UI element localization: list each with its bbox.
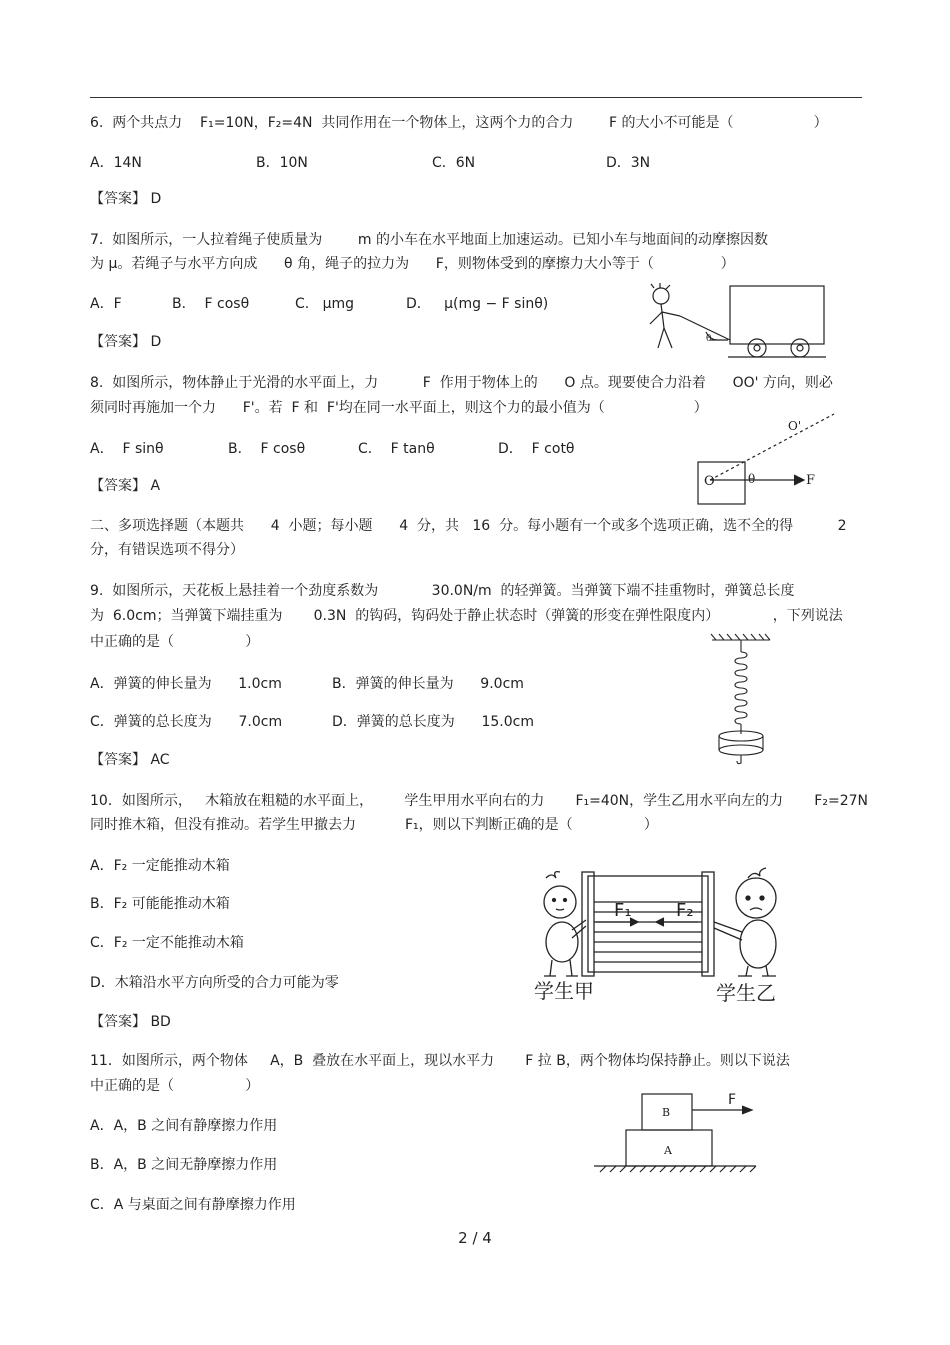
- q11-option-c: C．A 与桌面之间有静摩擦力作用: [90, 1197, 296, 1213]
- cart-body-icon: [730, 286, 824, 344]
- q7-answer: 【答案】 D: [90, 334, 162, 350]
- student-yi-head-icon: [736, 878, 776, 918]
- q10-stem-line2: 同时推木箱，但没有推动。若学生甲撤去力 F₁，则以下判断正确的是（ ）: [90, 817, 658, 833]
- q6-option-d: D．3N: [606, 155, 651, 171]
- cart-wheel-icon: [791, 339, 809, 357]
- q6-option-c: C．6N: [432, 155, 476, 171]
- label-f: F: [806, 473, 816, 488]
- label-theta: θ: [748, 472, 756, 486]
- person-head-icon: [653, 288, 669, 304]
- wooden-box-icon: [588, 876, 708, 972]
- label-a: A: [664, 1144, 672, 1157]
- q8-stem-line2: 须同时再施加一个力 F'。若 F 和 F'均在同一水平面上，则这个力的最小值为（ ）: [90, 400, 708, 416]
- student-jia-head-icon: [544, 886, 576, 918]
- q8-option-c: C． F tanθ: [358, 441, 435, 457]
- q7-stem-line1: 7. 如图所示，一人拉着绳子使质量为 m 的小车在水平地面上加速运动。已知小车与地面间的动摩擦因数: [90, 232, 768, 248]
- cart-wheel-icon: [748, 339, 766, 357]
- q11-stem-line1: 11．如图所示，两个物体 A，B 叠放在水平面上，现以水平力 F 拉 B，两个物体均保持静止。则以下说法: [90, 1053, 790, 1069]
- q9-figure-spring: [706, 632, 776, 772]
- header-rule: [90, 97, 862, 98]
- q8-answer: 【答案】 A: [90, 478, 161, 494]
- q10-figure-students-box: [526, 858, 826, 1008]
- q10-stem-line1: 10．如图所示， 木箱放在粗糙的水平面上， 学生甲用水平向右的力 F₁=40N，学生乙用水平向左的力 F₂=27N: [90, 793, 868, 809]
- person-body-icon: [650, 304, 680, 348]
- student-yi-body-icon: [740, 920, 776, 968]
- q11-figure-blocks: [590, 1088, 760, 1174]
- label-o: O: [704, 474, 715, 489]
- q6-stem: 6. 两个共点力 F₁=10N，F₂=4N 共同作用在一个物体上，这两个力的合力 F 的大小不可能是（ ）: [90, 115, 828, 131]
- label-student-jia: 学生甲: [534, 979, 594, 1003]
- q8-figure-force: [694, 408, 844, 508]
- q7-angle-label: θ: [706, 334, 712, 344]
- oo-prime-dashed-line: [710, 414, 834, 480]
- q8-option-b: B． F cosθ: [228, 441, 306, 457]
- label-o-prime: O': [788, 419, 802, 433]
- q6-option-a: A．14N: [90, 155, 142, 171]
- q11-option-b: B．A，B 之间无静摩擦力作用: [90, 1157, 278, 1173]
- q9-stem-line2: 为 6.0cm；当弹簧下端挂重为 0.3N 的钩码，钩码处于静止状态时（弹簧的形变在弹性限度内） ，下列说法: [90, 608, 843, 624]
- q10-option-d: D．木箱沿水平方向所受的合力可能为零: [90, 975, 339, 991]
- q7-stem-line2: 为 μ。若绳子与水平方向成 θ 角，绳子的拉力为 F，则物体受到的摩擦力大小等于（ ）: [90, 256, 735, 272]
- q11-stem-line2: 中正确的是（ ）: [90, 1078, 260, 1094]
- label-student-yi: 学生乙: [716, 981, 776, 1005]
- page-number: 2 / 4: [458, 1229, 492, 1247]
- q9-option-b: B．弹簧的伸长量为 9.0cm: [332, 676, 524, 692]
- q7-option-c: C. μmg: [295, 296, 355, 312]
- q9-answer: 【答案】 AC: [90, 752, 170, 768]
- q7-option-a: A．F: [90, 296, 122, 312]
- q9-option-a: A．弹簧的伸长量为 1.0cm: [90, 676, 282, 692]
- q8-option-a: A． F sinθ: [90, 441, 164, 457]
- rope-line: [680, 316, 730, 340]
- q9-stem-line3: 中正确的是（ ）: [90, 634, 260, 650]
- spring-coil-icon: [735, 652, 747, 724]
- q10-option-c: C．F₂ 一定不能推动木箱: [90, 935, 244, 951]
- section2-title-line1: 二、多项选择题（本题共 4 小题；每小题 4 分，共 16 分。每小题有一个或多个选项正确，选不全的得 2: [90, 518, 847, 534]
- q6-answer: 【答案】 D: [90, 191, 162, 207]
- q10-answer: 【答案】 BD: [90, 1014, 171, 1030]
- q8-stem-line1: 8. 如图所示，物体静止于光滑的水平面上，力 F 作用于物体上的 O 点。现要使合力沿着 OO' 方向，则必: [90, 375, 833, 391]
- q10-option-a: A．F₂ 一定能推动木箱: [90, 858, 230, 874]
- label-f1: F₁: [614, 900, 632, 921]
- q10-option-b: B．F₂ 可能能推动木箱: [90, 896, 230, 912]
- q6-option-b: B．10N: [256, 155, 308, 171]
- label-f2: F₂: [676, 900, 694, 921]
- q9-stem-line1: 9. 如图所示，天花板上悬挂着一个劲度系数为 30.0N/m 的轻弹簧。当弹簧下端不挂重物时，弹簧总长度: [90, 583, 795, 599]
- q11-option-a: A．A，B 之间有静摩擦力作用: [90, 1118, 278, 1134]
- label-f: F: [728, 1092, 737, 1108]
- student-jia-body-icon: [546, 922, 578, 962]
- q9-option-c: C．弹簧的总长度为 7.0cm: [90, 714, 283, 730]
- label-b: B: [662, 1106, 671, 1119]
- section2-title-line2: 分，有错误选项不得分）: [90, 542, 244, 558]
- hair-icon: [546, 872, 560, 878]
- q8-option-d: D． F cotθ: [498, 441, 575, 457]
- q7-figure-cart: [640, 282, 830, 360]
- q7-option-d: D． μ(mg − F sinθ): [406, 296, 549, 312]
- q7-option-b: B． F cosθ: [172, 296, 250, 312]
- q9-option-d: D．弹簧的总长度为 15.0cm: [332, 714, 534, 730]
